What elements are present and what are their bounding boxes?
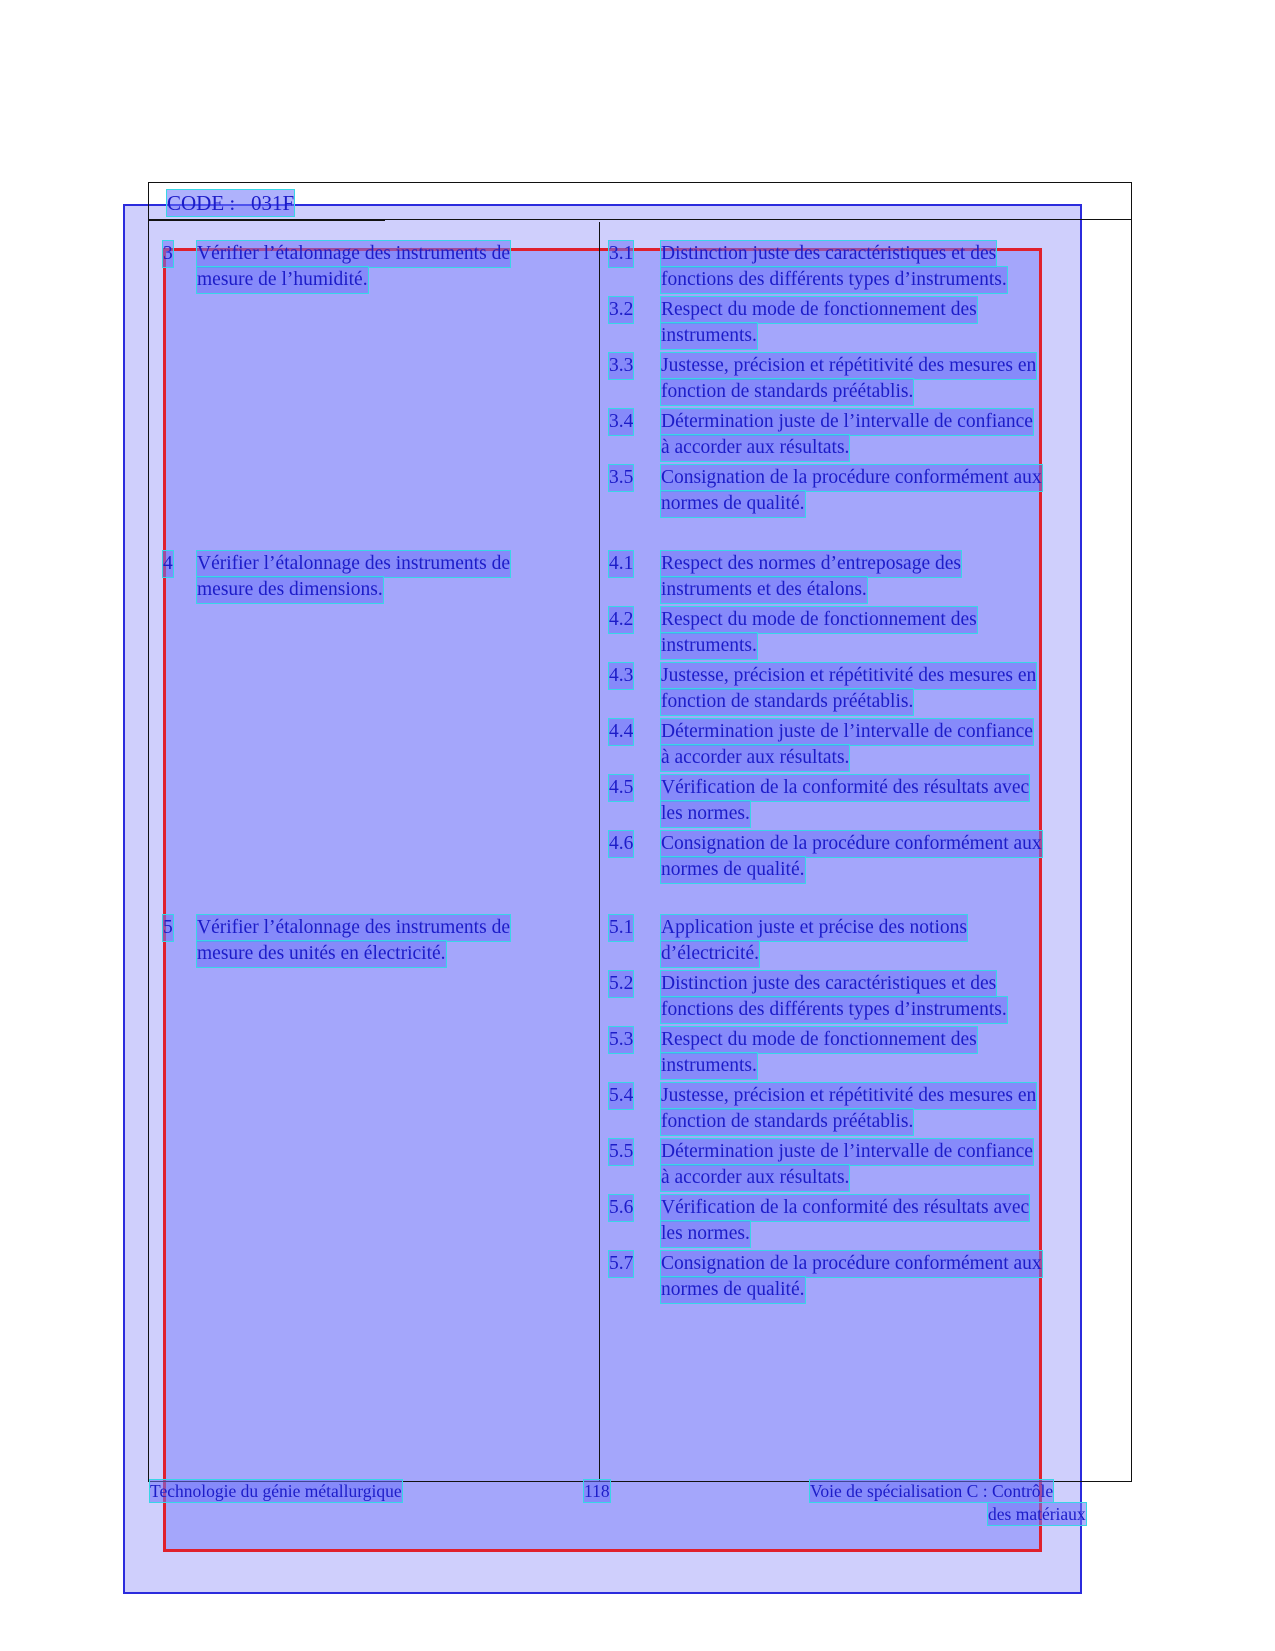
- element-text-line: Vérifier l’étalonnage des instruments de: [197, 915, 510, 941]
- criterion-text-line: fonctions des différents types d’instruments.: [661, 267, 1007, 293]
- criterion-text-line: à accorder aux résultats.: [661, 745, 849, 771]
- code-label: [167, 190, 294, 216]
- element-text-line: Vérifier l’étalonnage des instruments de: [197, 241, 510, 267]
- criterion-text-line: fonction de standards préétablis.: [661, 689, 913, 715]
- criterion-text-line: Respect du mode de fonctionnement des: [661, 607, 977, 633]
- criterion-number: 3.1: [609, 241, 633, 267]
- criterion-text-line: instruments.: [661, 633, 757, 659]
- criterion-text-line: fonction de standards préétablis.: [661, 379, 913, 405]
- element-text-line: Vérifier l’étalonnage des instruments de: [197, 551, 510, 577]
- criterion-number: 5.1: [609, 915, 633, 941]
- code-prefix: CODE :: [167, 191, 236, 215]
- footer-page-number: 118: [584, 1481, 610, 1501]
- criterion-text-line: instruments.: [661, 323, 757, 349]
- criterion-number: 4.1: [609, 551, 633, 577]
- criterion-number: 5.3: [609, 1027, 633, 1053]
- criterion-number: 3.5: [609, 465, 633, 491]
- criterion-text-line: Distinction juste des caractéristiques et des: [661, 971, 996, 997]
- criterion-text-line: Détermination juste de l’intervalle de confiance: [661, 409, 1033, 435]
- criterion-text-line: Consignation de la procédure conformément aux: [661, 831, 1042, 857]
- criterion-number: 3.4: [609, 409, 633, 435]
- criterion-number: 3.2: [609, 297, 633, 323]
- criterion-text-line: fonctions des différents types d’instruments.: [661, 997, 1007, 1023]
- criterion-text-line: Vérification de la conformité des résultats avec: [661, 775, 1029, 801]
- criterion-number: 4.2: [609, 607, 633, 633]
- criterion-text-line: Distinction juste des caractéristiques et des: [661, 241, 996, 267]
- criterion-text-line: Respect du mode de fonctionnement des: [661, 297, 977, 323]
- criterion-number: 5.4: [609, 1083, 633, 1109]
- criterion-text-line: Détermination juste de l’intervalle de confiance: [661, 1139, 1033, 1165]
- criterion-text-line: Justesse, précision et répétitivité des mesures en: [661, 663, 1036, 689]
- criterion-number: 5.2: [609, 971, 633, 997]
- criterion-number: 3.3: [609, 353, 633, 379]
- criterion-number: 4.6: [609, 831, 633, 857]
- criterion-text-line: Vérification de la conformité des résultats avec: [661, 1195, 1029, 1221]
- criterion-text-line: fonction de standards préétablis.: [661, 1109, 913, 1135]
- column-divider: [599, 222, 600, 1482]
- criterion-number: 4.4: [609, 719, 633, 745]
- criterion-text-line: Consignation de la procédure conformément aux: [661, 465, 1042, 491]
- element-text-line: mesure des dimensions.: [197, 577, 383, 603]
- footer-right-line1: Voie de spécialisation C : Contrôle: [810, 1481, 1054, 1501]
- criterion-text-line: d’électricité.: [661, 941, 759, 967]
- criterion-text-line: normes de qualité.: [661, 1277, 805, 1303]
- element-number: 5: [163, 915, 173, 941]
- criterion-text-line: Respect du mode de fonctionnement des: [661, 1027, 977, 1053]
- element-text-line: mesure de l’humidité.: [197, 267, 368, 293]
- criterion-text-line: normes de qualité.: [661, 491, 805, 517]
- criterion-text-line: à accorder aux résultats.: [661, 435, 849, 461]
- footer-right-line2: des matériaux: [988, 1504, 1086, 1524]
- element-number: 3: [163, 241, 173, 267]
- criterion-text-line: à accorder aux résultats.: [661, 1165, 849, 1191]
- criterion-text-line: les normes.: [661, 801, 750, 827]
- element-text-line: mesure des unités en électricité.: [197, 941, 446, 967]
- criterion-text-line: Respect des normes d’entreposage des: [661, 551, 961, 577]
- criterion-text-line: instruments et des étalons.: [661, 577, 867, 603]
- criterion-text-line: Justesse, précision et répétitivité des mesures en: [661, 353, 1036, 379]
- criterion-text-line: Consignation de la procédure conformément aux: [661, 1251, 1042, 1277]
- criterion-number: 4.5: [609, 775, 633, 801]
- criterion-text-line: les normes.: [661, 1221, 750, 1247]
- criterion-text-line: Justesse, précision et répétitivité des mesures en: [661, 1083, 1036, 1109]
- code-value: 031F: [251, 191, 295, 215]
- criterion-number: 5.5: [609, 1139, 633, 1165]
- criterion-text-line: Détermination juste de l’intervalle de confiance: [661, 719, 1033, 745]
- criterion-number: 4.3: [609, 663, 633, 689]
- criterion-number: 5.7: [609, 1251, 633, 1277]
- footer-left: Technologie du génie métallurgique: [150, 1481, 402, 1501]
- code-underline: [148, 219, 385, 221]
- criterion-number: 5.6: [609, 1195, 633, 1221]
- criterion-text-line: instruments.: [661, 1053, 757, 1079]
- criterion-text-line: normes de qualité.: [661, 857, 805, 883]
- element-number: 4: [163, 551, 173, 577]
- criterion-text-line: Application juste et précise des notions: [661, 915, 967, 941]
